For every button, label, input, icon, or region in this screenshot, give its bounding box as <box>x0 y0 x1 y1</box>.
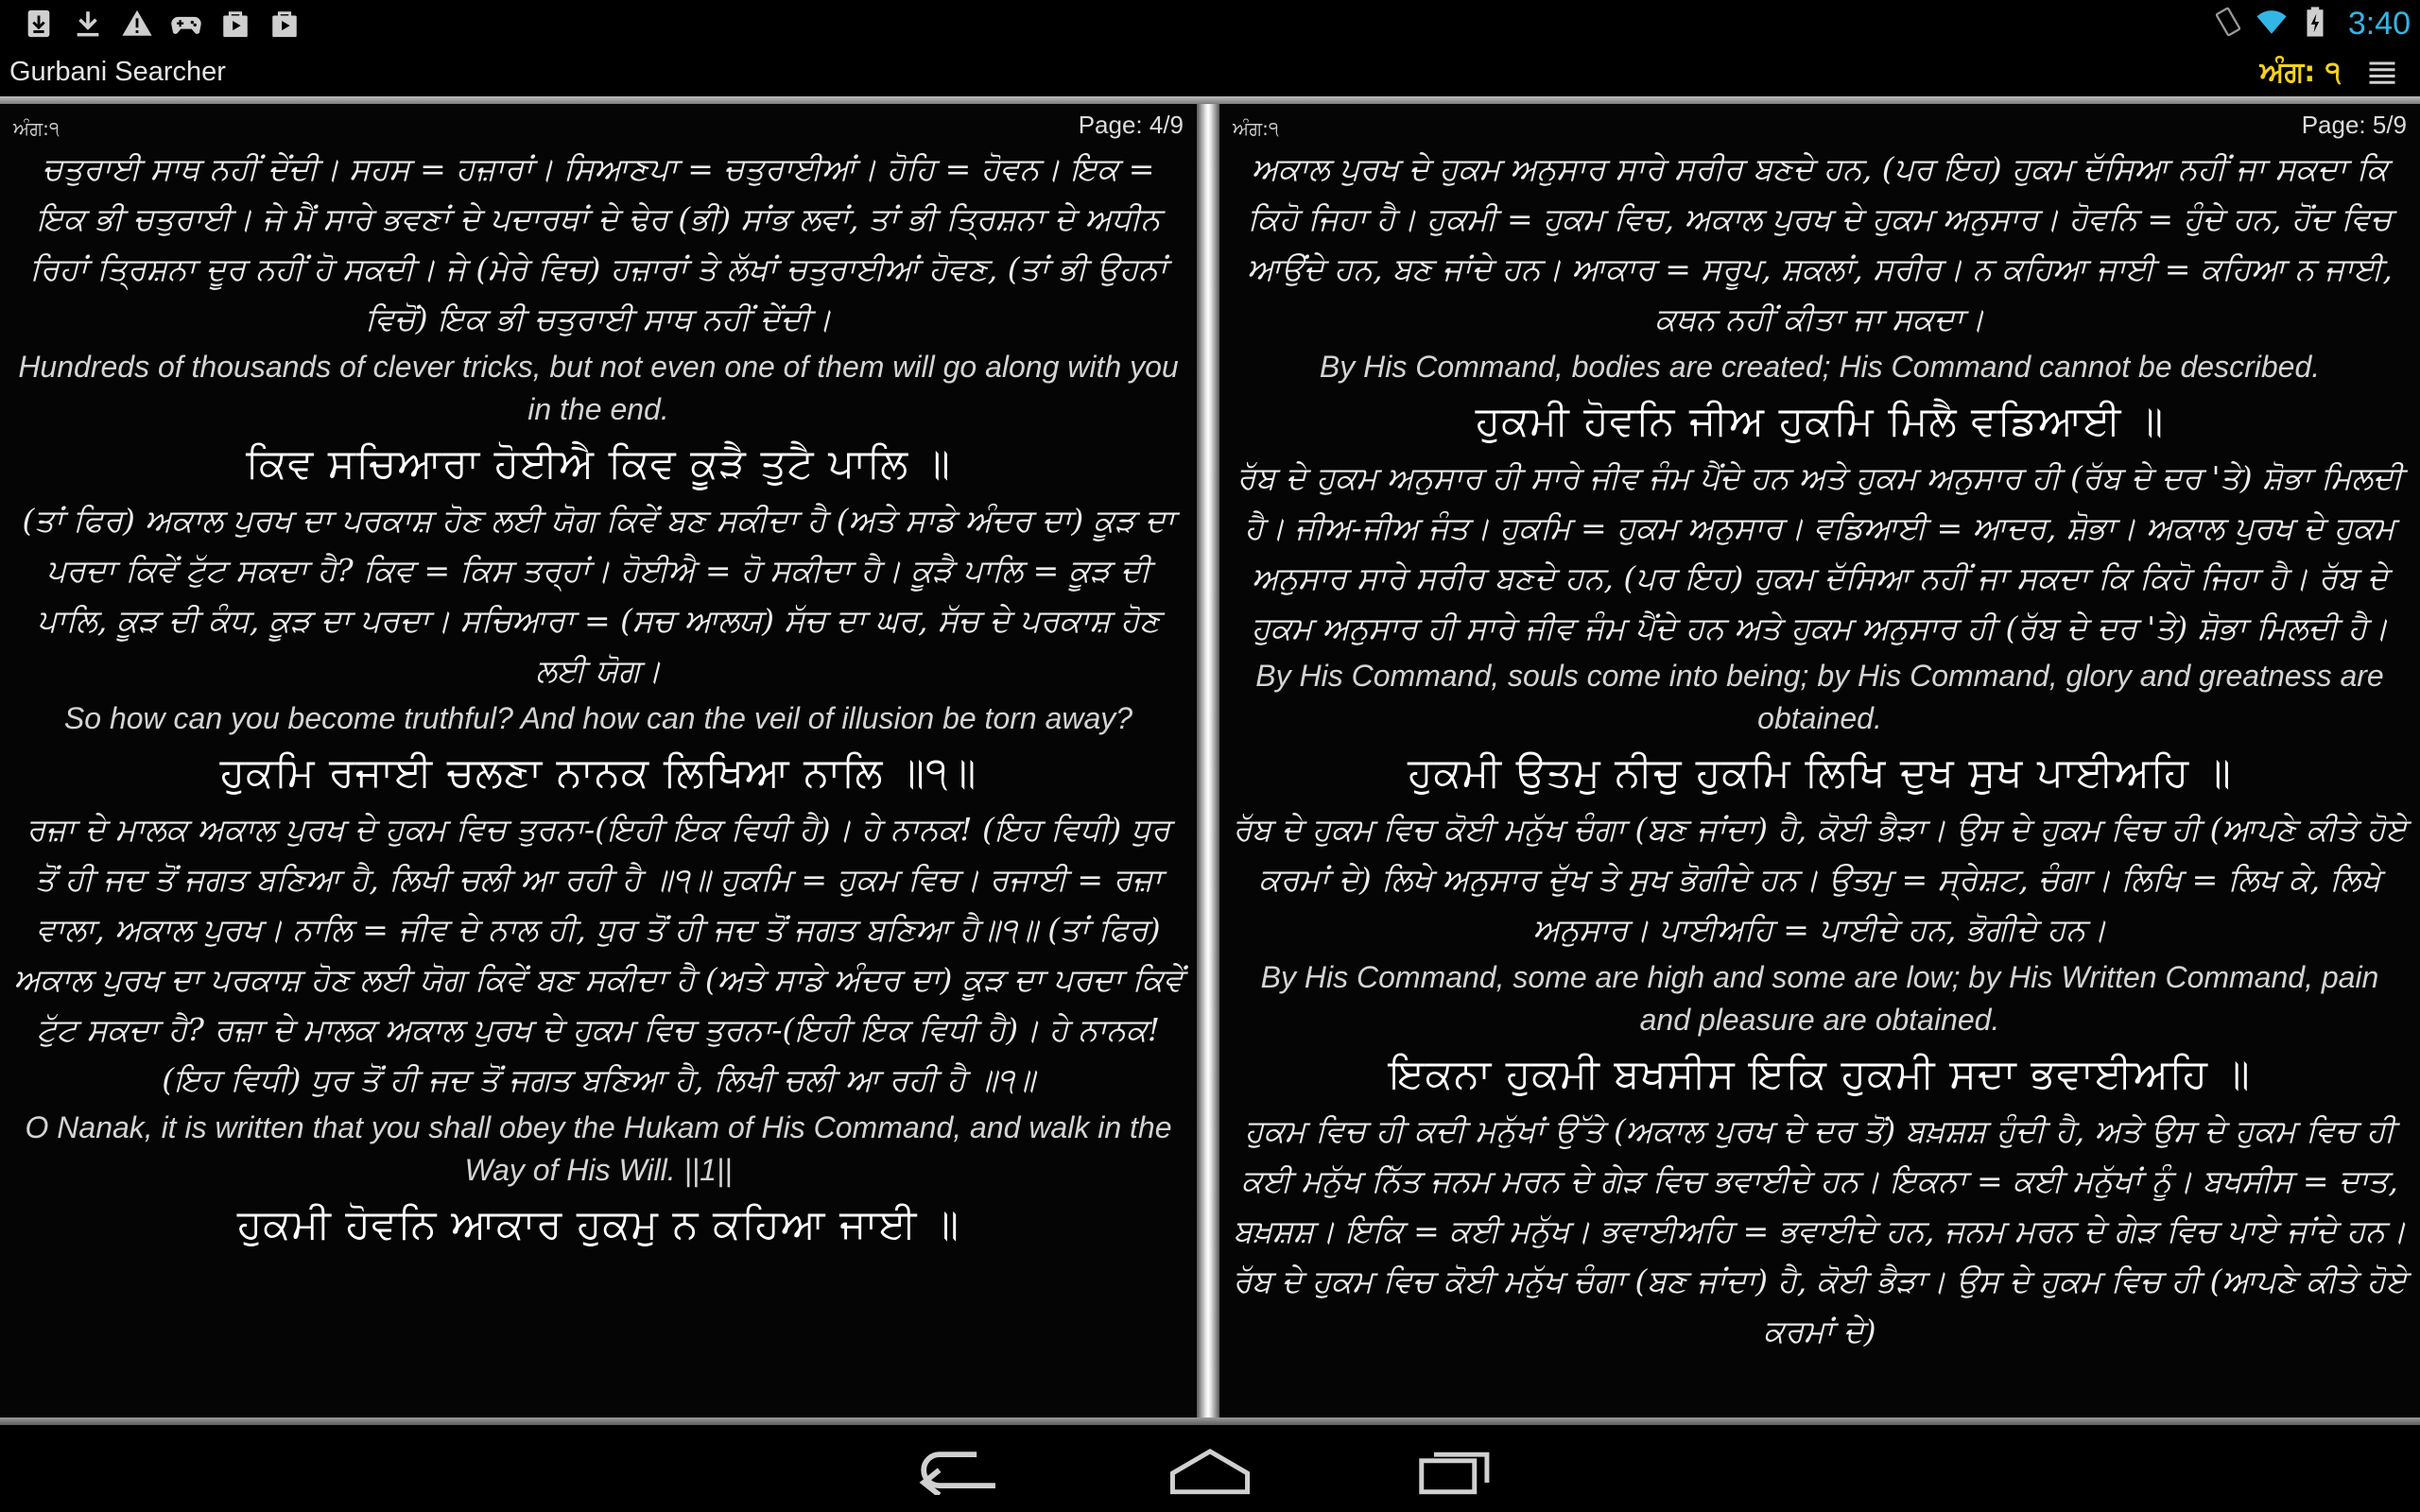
gurbani-line: ਹੁਕਮੀ ਹੋਵਨਿ ਜੀਅ ਹੁਕਮਿ ਮਿਲੈ ਵਡਿਆਈ ॥ <box>1475 398 2165 445</box>
back-icon[interactable] <box>912 1435 1016 1502</box>
download-icon <box>70 7 106 41</box>
verse-entry <box>13 495 1184 804</box>
verse-entry <box>1233 1106 2407 1356</box>
status-bar <box>0 0 2420 47</box>
verse-entry <box>13 144 1184 495</box>
verse-entry <box>1233 804 2407 1106</box>
action-bar-right <box>2260 53 2403 91</box>
verse-entry <box>1233 453 2407 804</box>
battery-icon <box>2299 6 2331 42</box>
page-header <box>13 104 1184 144</box>
english-translation: By His Command, souls come into being; by His Command, glory and greatness are obtained. <box>1255 659 2384 735</box>
bottom-divider <box>0 1418 2420 1425</box>
english-translation: Hundreds of thousands of clever tricks, but not even one of them will go along with you in the end. <box>18 350 1179 426</box>
wifi-icon <box>2256 6 2288 42</box>
notification-icons <box>21 7 302 41</box>
page-number: Page: 5/9 <box>2301 111 2407 139</box>
download-box-icon <box>21 7 57 41</box>
page-header <box>1233 104 2407 144</box>
english-translation: By His Command, bodies are created; His Command cannot be described. <box>1319 350 2321 384</box>
punjabi-meaning: ਚਤੁਰਾਈ ਸਾਥ ਨਹੀਂ ਦੇਂਦੀ। ਸਹਸ = ਹਜ਼ਾਰਾਂ। ਸਿਆਣਪਾ = ਚਤੁਰਾਈਆਂ। ਹੋਹਿ = ਹੋਵਨ। ਇਕ = ਇਕ ਭੀ ਚਤੁਰਾਈ। ਜੇ ਮੈਂ ਸਾਰੇ ਭਵਣਾਂ ਦੇ ਪਦਾਰਥਾਂ ਦੇ ਢੇਰ (ਭੀ) ਸਾਂਭ ਲਵਾਂ, ਤਾਂ ਭੀ ਤ੍ਰਿਸ਼ਨਾ ਦੇ ਅਧੀਨ ਰਿਹਾਂ ਤ੍ਰਿਸ਼ਨਾ ਦੂਰ ਨਹੀਂ ਹੋ ਸਕਦੀ। ਜੇ (ਮੇਰੇ ਵਿਚ) ਹਜ਼ਾਰਾਂ ਤੇ ਲੱਖਾਂ ਚਤੁਰਾਈਆਂ ਹੋਵਣ, (ਤਾਂ ਭੀ ਉਹਨਾਂ ਵਿਚੋਂ) ਇਕ ਭੀ ਚਤੁਰਾਈ ਸਾਥ ਨਹੀਂ ਦੇਂਦੀ। <box>29 150 1167 337</box>
right-page[interactable] <box>1219 104 2420 1418</box>
english-translation: O Nanak, it is written that you shall obey the Hukam of His Command, and walk in the Way of His Will. ||1|| <box>25 1110 1172 1187</box>
punjabi-meaning: ਹੁਕਮ ਵਿਚ ਹੀ ਕਦੀ ਮਨੁੱਖਾਂ ਉੱਤੇ (ਅਕਾਲ ਪੁਰਖ ਦੇ ਦਰ ਤੋਂ) ਬਖ਼ਸ਼ਸ਼ ਹੁੰਦੀ ਹੈ, ਅਤੇ ਉਸ ਦੇ ਹੁਕਮ ਵਿਚ ਹੀ ਕਈ ਮਨੁੱਖ ਨਿੱਤ ਜਨਮ ਮਰਨ ਦੇ ਗੇੜ ਵਿਚ ਭਵਾਈਦੇ ਹਨ। ਇਕਨਾ = ਕਈ ਮਨੁੱਖਾਂ ਨੂੰ। ਬਖਸੀਸ = ਦਾਤ, ਬਖ਼ਸ਼ਸ਼। ਇਕਿ = ਕਈ ਮਨੁੱਖ। ਭਵਾਈਅਹਿ = ਭਵਾਈਦੇ ਹਨ, ਜਨਮ ਮਰਨ ਦੇ ਗੇੜ ਵਿਚ ਪਾਏ ਜਾਂਦੇ ਹਨ। ਰੱਬ ਦੇ ਹੁਕਮ ਵਿਚ ਕੋਈ ਮਨੁੱਖ ਚੰਗਾ (ਬਣ ਜਾਂਦਾ) ਹੈ, ਕੋਈ ਭੈੜਾ। ਉਸ ਦੇ ਹੁਕਮ ਵਿਚ ਹੀ (ਆਪਣੇ ਕੀਤੇ ਹੋਏ ਕਰਮਾਂ ਦੇ) <box>1233 1112 2407 1349</box>
overflow-menu-icon[interactable] <box>2365 53 2403 91</box>
warning-icon <box>119 7 155 41</box>
clock: 3:40 <box>2347 5 2411 42</box>
gurbani-line: ਕਿਵ ਸਚਿਆਰਾ ਹੋਈਐ ਕਿਵ ਕੂੜੈ ਤੁਟੈ ਪਾਲਿ ॥ <box>246 440 951 488</box>
top-divider <box>0 96 2420 104</box>
shopping-bag-icon <box>267 7 302 41</box>
left-page[interactable] <box>0 104 1197 1418</box>
punjabi-meaning: ਰੱਬ ਦੇ ਹੁਕਮ ਅਨੁਸਾਰ ਹੀ ਸਾਰੇ ਜੀਵ ਜੰਮ ਪੈਂਦੇ ਹਨ ਅਤੇ ਹੁਕਮ ਅਨੁਸਾਰ ਹੀ (ਰੱਬ ਦੇ ਦਰ 'ਤੇ) ਸ਼ੋਭਾ ਮਿਲਦੀ ਹੈ। ਜੀਅ-ਜੀਅ ਜੰਤ। ਹੁਕਮਿ = ਹੁਕਮ ਅਨੁਸਾਰ। ਵਡਿਆਈ = ਆਦਰ, ਸ਼ੋਭਾ। ਅਕਾਲ ਪੁਰਖ ਦੇ ਹੁਕਮ ਅਨੁਸਾਰ ਸਾਰੇ ਸਰੀਰ ਬਣਦੇ ਹਨ, (ਪਰ ਇਹ) ਹੁਕਮ ਦੱਸਿਆ ਨਹੀਂ ਜਾ ਸਕਦਾ ਕਿ ਕਿਹੋ ਜਿਹਾ ਹੈ। ਰੱਬ ਦੇ ਹੁਕਮ ਅਨੁਸਾਰ ਹੀ ਸਾਰੇ ਜੀਵ ਜੰਮ ਪੈਂਦੇ ਹਨ ਅਤੇ ਹੁਕਮ ਅਨੁਸਾਰ ਹੀ (ਰੱਬ ਦੇ ਦਰ 'ਤੇ) ਸ਼ੋਭਾ ਮਿਲਦੀ ਹੈ। <box>1236 459 2403 646</box>
home-icon[interactable] <box>1158 1435 1262 1502</box>
recent-apps-icon[interactable] <box>1404 1435 1508 1502</box>
verse-entry <box>1233 144 2407 453</box>
game-controller-icon <box>168 7 204 41</box>
navigation-bar <box>0 1425 2420 1512</box>
gurbani-line: ਹੁਕਮਿ ਰਜਾਈ ਚਲਣਾ ਨਾਨਕ ਲਿਖਿਆ ਨਾਲਿ ॥੧॥ <box>219 749 977 797</box>
ang-selector[interactable]: ਅੰਗ: ੧ <box>2259 55 2341 89</box>
punjabi-meaning: ਰੱਬ ਦੇ ਹੁਕਮ ਵਿਚ ਕੋਈ ਮਨੁੱਖ ਚੰਗਾ (ਬਣ ਜਾਂਦਾ) ਹੈ, ਕੋਈ ਭੈੜਾ। ਉਸ ਦੇ ਹੁਕਮ ਵਿਚ ਹੀ (ਆਪਣੇ ਕੀਤੇ ਹੋਏ ਕਰਮਾਂ ਦੇ) ਲਿਖੇ ਅਨੁਸਾਰ ਦੁੱਖ ਤੇ ਸੁਖ ਭੋਗੀਦੇ ਹਨ। ਉਤਮੁ = ਸ੍ਰੇਸ਼ਟ, ਚੰਗਾ। ਲਿਖਿ = ਲਿਖ ਕੇ, ਲਿਖੇ ਅਨੁਸਾਰ। ਪਾਈਅਹਿ = ਪਾਈਦੇ ਹਨ, ਭੋਗੀਦੇ ਹਨ। <box>1233 811 2407 948</box>
vibrate-icon <box>2212 6 2244 42</box>
ang-number: ਅੰਗ:੧ <box>1233 117 1279 140</box>
punjabi-meaning: ਅਕਾਲ ਪੁਰਖ ਦੇ ਹੁਕਮ ਅਨੁਸਾਰ ਸਾਰੇ ਸਰੀਰ ਬਣਦੇ ਹਨ, (ਪਰ ਇਹ) ਹੁਕਮ ਦੱਸਿਆ ਨਹੀਂ ਜਾ ਸਕਦਾ ਕਿ ਕਿਹੋ ਜਿਹਾ ਹੈ। ਹੁਕਮੀ = ਹੁਕਮ ਵਿਚ, ਅਕਾਲ ਪੁਰਖ ਦੇ ਹੁਕਮ ਅਨੁਸਾਰ। ਹੋਵਨਿ = ਹੁੰਦੇ ਹਨ, ਹੋਂਦ ਵਿਚ ਆਉਂਦੇ ਹਨ, ਬਣ ਜਾਂਦੇ ਹਨ। ਆਕਾਰ = ਸਰੂਪ, ਸ਼ਕਲਾਂ, ਸਰੀਰ। ਨ ਕਹਿਆ ਜਾਈ = ਕਹਿਆ ਨ ਜਾਈ, ਕਥਨ ਨਹੀਂ ਕੀਤਾ ਜਾ ਸਕਦਾ। <box>1247 150 2393 337</box>
page-split-divider <box>1197 104 1219 1418</box>
gurbani-line: ਇਕਨਾ ਹੁਕਮੀ ਬਖਸੀਸ ਇਕਿ ਹੁਕਮੀ ਸਦਾ ਭਵਾਈਅਹਿ ॥ <box>1389 1051 2251 1098</box>
punjabi-meaning: (ਤਾਂ ਫਿਰ) ਅਕਾਲ ਪੁਰਖ ਦਾ ਪਰਕਾਸ਼ ਹੋਣ ਲਈ ਯੋਗ ਕਿਵੇਂ ਬਣ ਸਕੀਦਾ ਹੈ (ਅਤੇ ਸਾਡੇ ਅੰਦਰ ਦਾ) ਕੂੜ ਦਾ ਪਰਦਾ ਕਿਵੇਂ ਟੁੱਟ ਸਕਦਾ ਹੈ? ਕਿਵ = ਕਿਸ ਤਰ੍ਹਾਂ। ਹੋਈਐ = ਹੋ ਸਕੀਦਾ ਹੈ। ਕੂੜੈ ਪਾਲਿ = ਕੂੜ ਦੀ ਪਾਲਿ, ਕੂੜ ਦੀ ਕੰਧ, ਕੂੜ ਦਾ ਪਰਦਾ। ਸਚਿਆਰਾ = (ਸਚ ਆਲਯ) ਸੱਚ ਦਾ ਘਰ, ਸੱਚ ਦੇ ਪਰਕਾਸ਼ ਹੋਣ ਲਈ ਯੋਗ। <box>22 502 1175 689</box>
ang-number: ਅੰਗ:੧ <box>13 117 60 140</box>
punjabi-meaning: ਰਜ਼ਾ ਦੇ ਮਾਲਕ ਅਕਾਲ ਪੁਰਖ ਦੇ ਹੁਕਮ ਵਿਚ ਤੁਰਨਾ-(ਇਹੀ ਇਕ ਵਿਧੀ ਹੈ)। ਹੇ ਨਾਨਕ! (ਇਹ ਵਿਧੀ) ਧੁਰ ਤੋਂ ਹੀ ਜਦ ਤੋਂ ਜਗਤ ਬਣਿਆ ਹੈ, ਲਿਖੀ ਚਲੀ ਆ ਰਹੀ ਹੈ ॥੧॥ ਹੁਕਮਿ = ਹੁਕਮ ਵਿਚ। ਰਜਾਈ = ਰਜ਼ਾ ਵਾਲਾ, ਅਕਾਲ ਪੁਰਖ। ਨਾਲਿ = ਜੀਵ ਦੇ ਨਾਲ ਹੀ, ਧੁਰ ਤੋਂ ਹੀ ਜਦ ਤੋਂ ਜਗਤ ਬਣਿਆ ਹੈ॥੧॥ (ਤਾਂ ਫਿਰ) ਅਕਾਲ ਪੁਰਖ ਦਾ ਪਰਕਾਸ਼ ਹੋਣ ਲਈ ਯੋਗ ਕਿਵੇਂ ਬਣ ਸਕੀਦਾ ਹੈ (ਅਤੇ ਸਾਡੇ ਅੰਦਰ ਦਾ) ਕੂੜ ਦਾ ਪਰਦਾ ਕਿਵੇਂ ਟੁੱਟ ਸਕਦਾ ਹੈ? ਰਜ਼ਾ ਦੇ ਮਾਲਕ ਅਕਾਲ ਪੁਰਖ ਦੇ ਹੁਕਮ ਵਿਚ ਤੁਰਨਾ-(ਇਹੀ ਇਕ ਵਿਧੀ ਹੈ)। ਹੇ ਨਾਨਕ! (ਇਹ ਵਿਧੀ) ਧੁਰ ਤੋਂ ਹੀ ਜਦ ਤੋਂ ਜਗਤ ਬਣਿਆ ਹੈ, ਲਿਖੀ ਚਲੀ ਆ ਰਹੀ ਹੈ ॥੧॥ <box>13 811 1184 1098</box>
app-title: Gurbani Searcher <box>9 56 226 87</box>
english-translation: By His Command, some are high and some are low; by His Written Command, pain and pleasure are obtained. <box>1260 960 2379 1037</box>
gurbani-line: ਹੁਕਮੀ ਹੋਵਨਿ ਆਕਾਰ ਹੁਕਮੁ ਨ ਕਹਿਆ ਜਾਈ ॥ <box>236 1201 960 1248</box>
english-translation: So how can you become truthful? And how can the veil of illusion be torn away? <box>63 701 1133 735</box>
gurbani-line: ਹੁਕਮੀ ਉਤਮੁ ਨੀਚੁ ਹੁਕਮਿ ਲਿਖਿ ਦੁਖ ਸੁਖ ਪਾਈਅਹਿ ॥ <box>1408 749 2232 797</box>
system-icons <box>2212 6 2411 43</box>
verse-entry <box>13 804 1184 1256</box>
page-number: Page: 4/9 <box>1078 111 1184 139</box>
action-bar <box>0 47 2420 96</box>
shopping-bag-icon <box>217 7 253 41</box>
